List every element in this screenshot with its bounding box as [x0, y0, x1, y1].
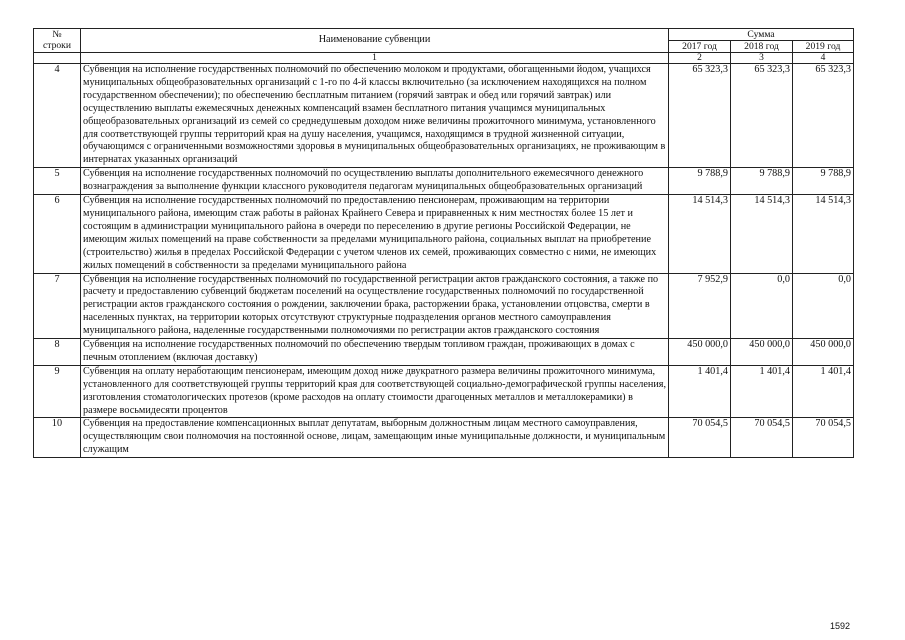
table-row — [34, 273, 854, 339]
value-2017: 450 000,0 — [669, 339, 731, 366]
column-number: 2 — [669, 53, 731, 64]
value-2019: 0,0 — [793, 273, 854, 339]
value-2018: 9 788,9 — [731, 168, 793, 195]
subvention-name: Субвенция на исполнение государственных полномочий по государственной регистрации актов гражданского состояния, а также по расчету и предоставлению субвенций бюджетам поселений на осуществление государственных полномочий по государственной регистрации актов гражданского состояния о рождении, заключении брака, расторжении брака, установлении отцовства, смерти в населенных пунктах, на территории которых отсутствуют структурные подразделения органов местного самоуправления муниципального района, наделенные государственными полномочиями по регистрации актов гражданского состояния — [81, 273, 669, 339]
column-number-blank — [34, 53, 81, 64]
value-2018: 1 401,4 — [731, 365, 793, 418]
subvention-name: Субвенция на оплату неработающим пенсионерам, имеющим доход ниже двукратного размера величины прожиточного минимума, установленного для соответствующей группы территорий края для соответствующей социально-демографической группы населения, изготовления стоматологических протезов (кроме расходов на оплату стоимости драгоценных металлов и металлокерамики) в размере восьмидесяти процентов — [81, 365, 669, 418]
value-2018: 0,0 — [731, 273, 793, 339]
row-number: 6 — [34, 195, 81, 273]
row-number: 10 — [34, 418, 81, 458]
row-number: 5 — [34, 168, 81, 195]
value-2019: 70 054,5 — [793, 418, 854, 458]
subvention-name-header: Наименование субвенции — [81, 29, 669, 53]
table-row — [34, 418, 854, 458]
year-2019-header: 2019 год — [793, 41, 854, 53]
column-number: 3 — [731, 53, 793, 64]
value-2018: 65 323,3 — [731, 64, 793, 168]
value-2017: 7 952,9 — [669, 273, 731, 339]
value-2017: 65 323,3 — [669, 64, 731, 168]
sum-header: Сумма — [669, 29, 854, 41]
row-number: 8 — [34, 339, 81, 366]
year-2018-header: 2018 год — [731, 41, 793, 53]
year-2017-header: 2017 год — [669, 41, 731, 53]
column-numbers-row — [34, 53, 854, 64]
table-row — [34, 339, 854, 366]
row-number: 9 — [34, 365, 81, 418]
subvention-name: Субвенция на исполнение государственных полномочий по обеспечению твердым топливом граждан, проживающих в домах с печным отоплением (включая доставку) — [81, 339, 669, 366]
table-header — [34, 29, 854, 64]
table-row — [34, 365, 854, 418]
value-2019: 14 514,3 — [793, 195, 854, 273]
subventions-table-sheet — [33, 28, 853, 458]
subventions-table — [33, 28, 854, 458]
value-2017: 70 054,5 — [669, 418, 731, 458]
row-number-header-line2: строки — [43, 40, 71, 51]
subvention-name: Субвенция на предоставление компенсационных выплат депутатам, выборным должностным лицам местного самоуправления, осуществляющим свои полномочия на постоянной основе, лицам, замещающим иные муниципальные должности, и муниципальным служащим — [81, 418, 669, 458]
value-2018: 14 514,3 — [731, 195, 793, 273]
row-number: 7 — [34, 273, 81, 339]
value-2019: 1 401,4 — [793, 365, 854, 418]
row-number-header-line1: № — [52, 29, 62, 40]
value-2017: 9 788,9 — [669, 168, 731, 195]
value-2017: 1 401,4 — [669, 365, 731, 418]
row-number-header — [34, 29, 81, 53]
table-row — [34, 64, 854, 168]
value-2018: 450 000,0 — [731, 339, 793, 366]
subvention-name: Субвенция на исполнение государственных полномочий по предоставлению пенсионерам, проживающим на территории муниципального района, имеющим стаж работы в районах Крайнего Севера и приравненных к ним местностях более 15 лет и состоящим в администрации муниципального района в очереди по переселению в другие регионы Российской Федерации, не имеющим жилых помещений на праве собственности за пределами муниципального района, социальных выплат на приобретение (строительство) жилья в пределах Российской Федерации с учетом членов их семей, проживающих совместно с ними, не имеющих жилых помещений в собственности за пределами муниципального района — [81, 195, 669, 273]
page-number: 1592 — [829, 621, 850, 631]
row-number: 4 — [34, 64, 81, 168]
column-number: 4 — [793, 53, 854, 64]
value-2019: 450 000,0 — [793, 339, 854, 366]
value-2018: 70 054,5 — [731, 418, 793, 458]
column-number: 1 — [81, 53, 669, 64]
subvention-name: Субвенция на исполнение государственных полномочий по осуществлению выплаты дополнительного ежемесячного денежного вознаграждения за выполнение функции классного руководителя педагогам муниципальных общеобразовательных организаций — [81, 168, 669, 195]
subvention-name: Субвенция на исполнение государственных полномочий по обеспечению молоком и продуктами, обогащенными йодом, учащихся муниципальных общеобразовательных организаций с 1-го по 4-й классы включительно (за исключением находящихся на полном государственном обеспечении); по обеспечению бесплатным питанием (горячий завтрак и обед или горячий завтрак) или осуществлению выплаты ежемесячных денежных компенсаций взамен бесплатного питания учащимся муниципальных общеобразовательных организаций из семей со среднедушевым доходом ниже величины прожиточного минимума, установленного для соответствующей группы территорий края на душу населения, учащимся, находящимся в трудной жизненной ситуации, обучающимся с ограниченными возможностями здоровья в муниципальных общеобразовательных организациях, не проживающим в интернатах указанных организаций — [81, 64, 669, 168]
table-row — [34, 195, 854, 273]
table-body — [34, 64, 854, 458]
value-2019: 9 788,9 — [793, 168, 854, 195]
value-2017: 14 514,3 — [669, 195, 731, 273]
table-row — [34, 168, 854, 195]
value-2019: 65 323,3 — [793, 64, 854, 168]
